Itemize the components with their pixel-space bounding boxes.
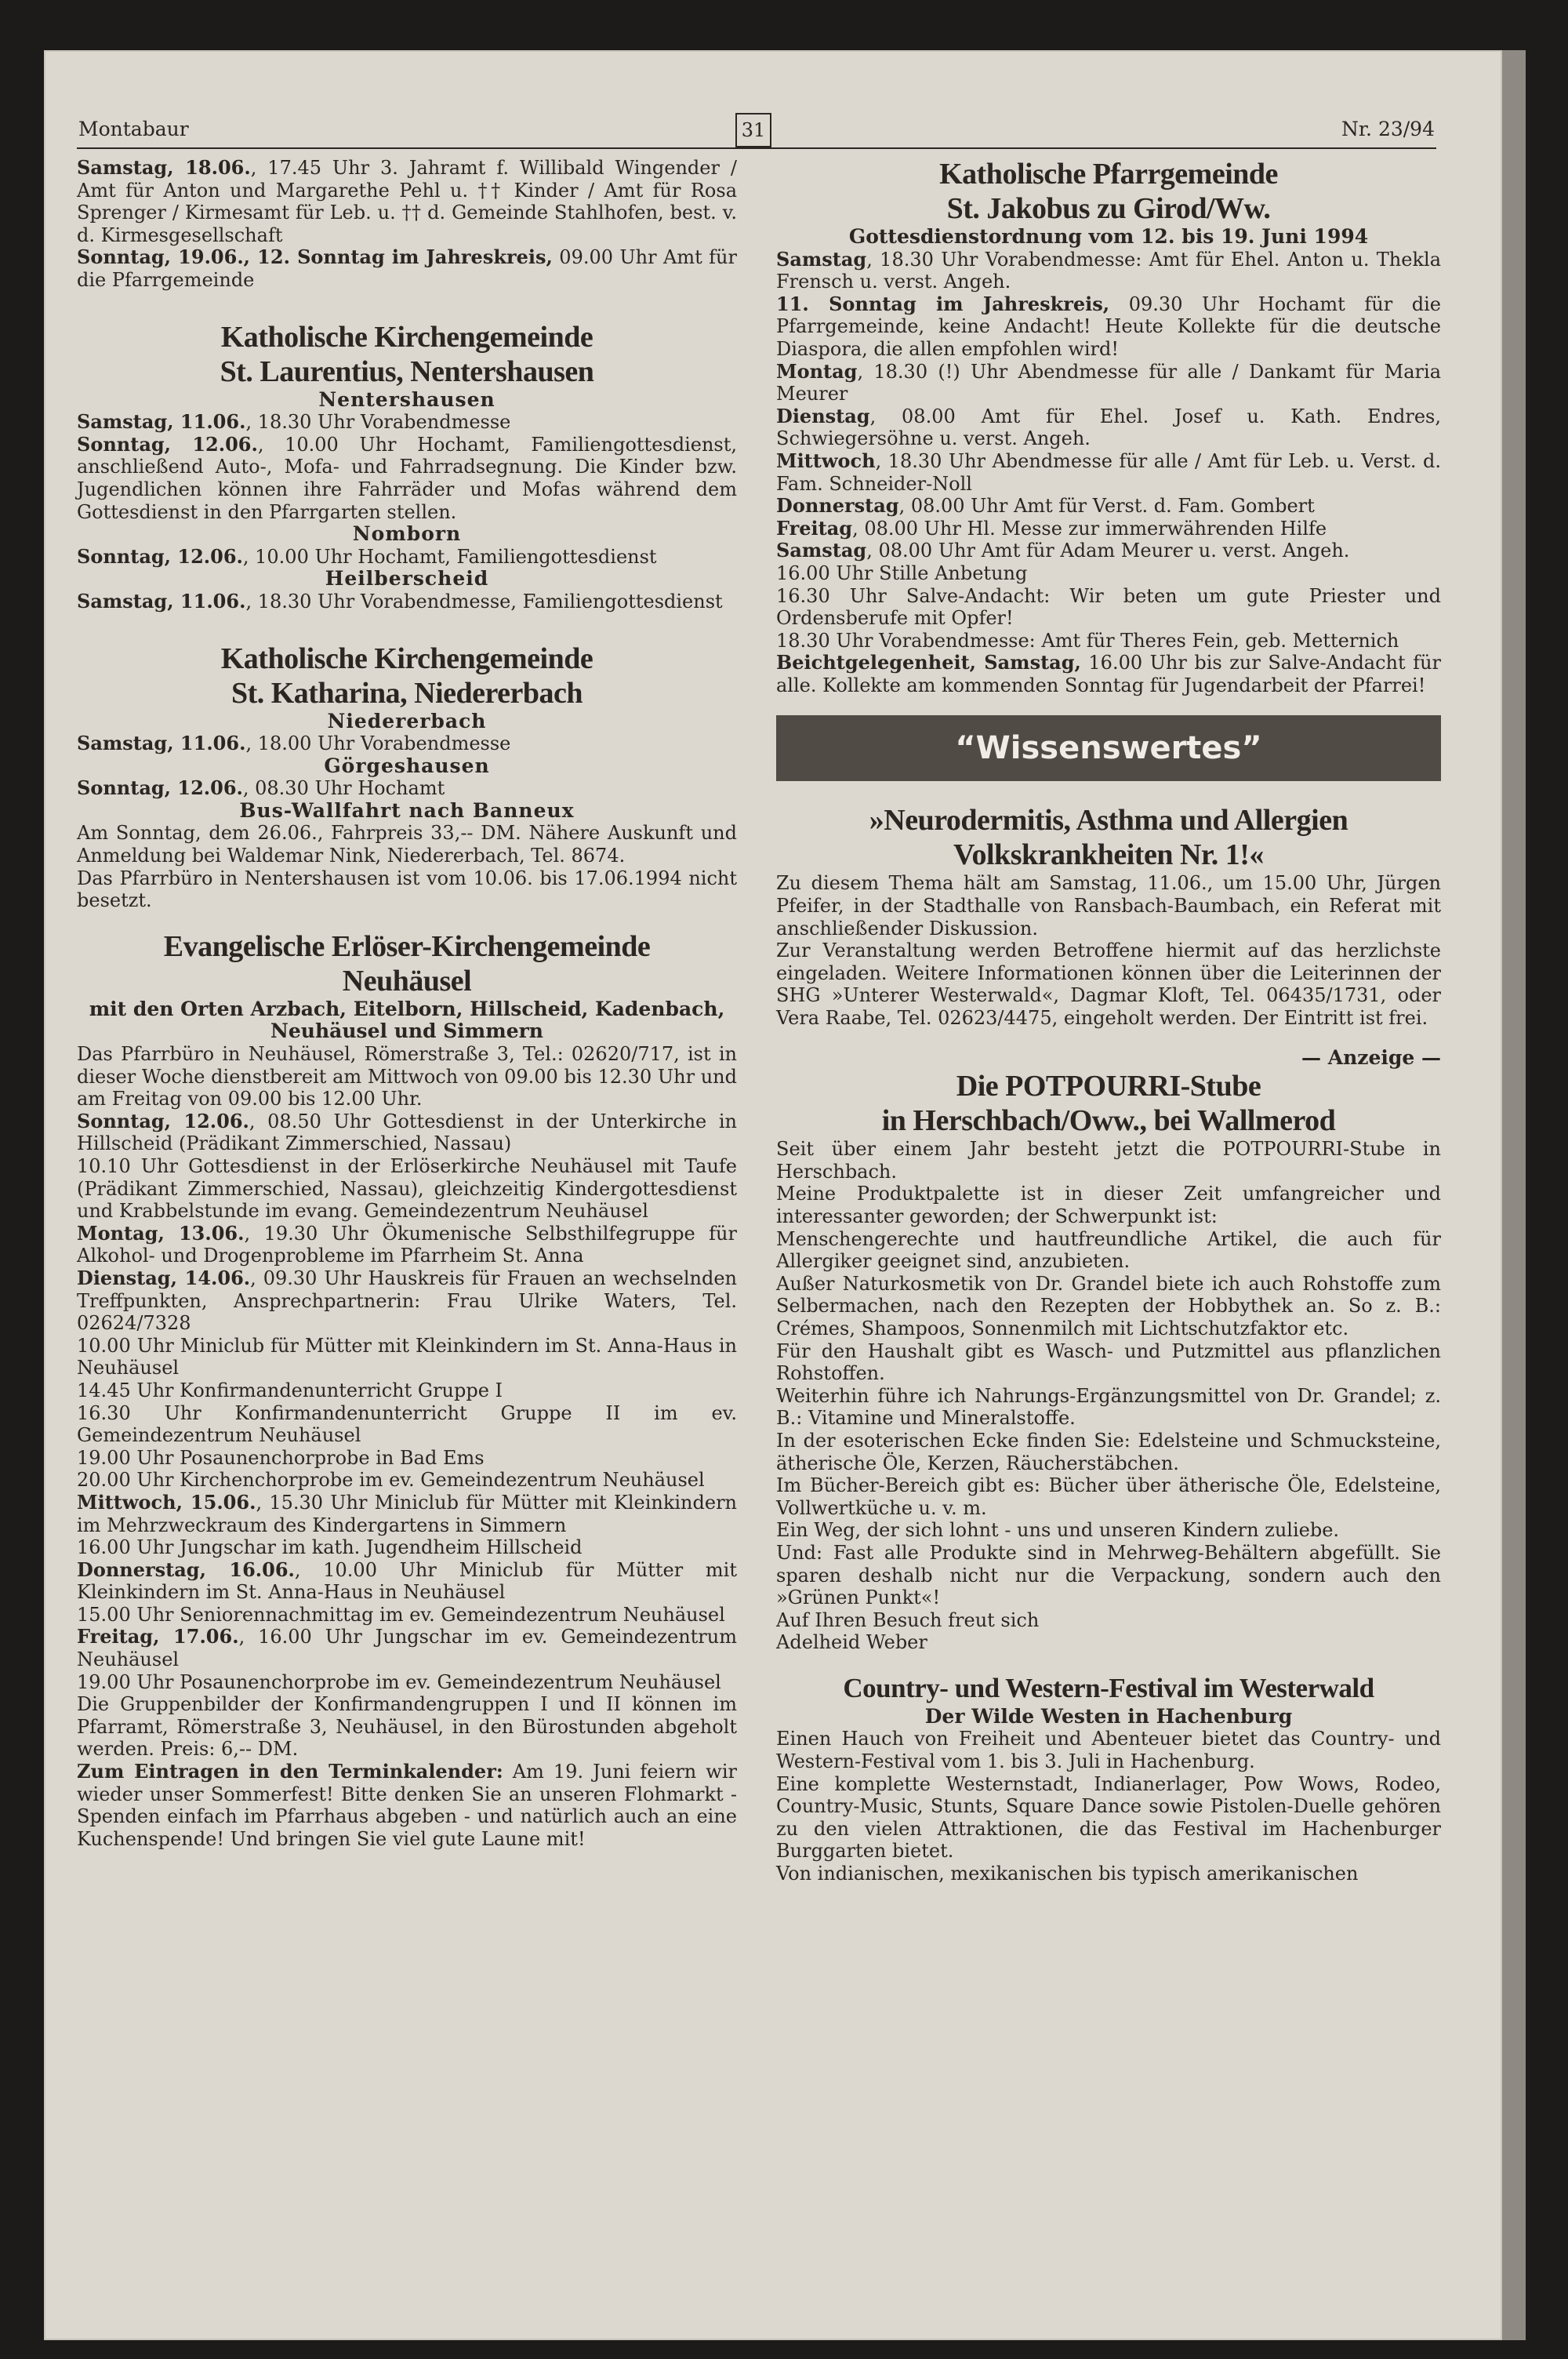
entry: Mittwoch, 15.06., 15.30 Uhr Miniclub für Mütter mit Kleinkindern im Mehrzweckraum des Kindergartens in Simmern [77,1490,737,1536]
location-heading: Nomborn [352,522,462,546]
ad-label: — Anzeige — [1301,1045,1441,1069]
entry: Samstag, 11.06., 18.30 Uhr Vorabendmesse [77,410,511,434]
issue-number: Nr. 23/94 [1341,118,1435,140]
paragraph: Im Bücher-Bereich gibt es: Bücher über ätherische Öle, Edelsteine, Vollwertküche u. v. m. [776,1474,1441,1519]
spacer [77,613,737,642]
section-title: St. Jakobus zu Girod/Ww. [946,192,1271,225]
entry: Freitag, 17.06., 16.00 Uhr Jungschar im ev. Gemeindezentrum Neuhäusel [77,1625,737,1671]
entry: 14.45 Uhr Konfirmandenunterricht Gruppe I [77,1379,503,1401]
section-title: St. Katharina, Niedererbach [230,676,583,710]
section-title: Evangelische Erlöser-Kirchengemeinde [163,929,651,963]
paragraph: Am Sonntag, dem 26.06., Fahrpreis 33,-- DM. Nähere Auskunft und Anmeldung bei Waldemar Nink, Niedererbach, Tel. 8674. [77,822,737,867]
entry: Donnerstag, 08.00 Uhr Amt für Verst. d. Fam. Gombert [776,494,1315,518]
entry: 16.30 Uhr Konfirmandenunterricht Gruppe II im ev. Gemeindezentrum Neuhäusel [77,1401,737,1447]
entry: Montag, 18.30 (!) Uhr Abendmesse für alle / Dankamt für Maria Meurer [776,359,1441,405]
section-subtitle: Der Wilde Westen in Hachenburg [924,1704,1293,1728]
paragraph: In der esoterischen Ecke finden Sie: Edelsteine und Schmucksteine, ätherische Öle, Kerzen, Räucherstäbchen. [776,1429,1441,1474]
page-number: 31 [735,113,771,147]
paragraph: Für den Haushalt gibt es Wasch- und Putzmittel aus pflanzlichen Rohstoffen. [776,1339,1441,1385]
entry: Sonntag, 12.06., 10.00 Uhr Hochamt, Familiengottesdienst [77,544,657,568]
section-banner: “Wissenswertes” [776,715,1441,781]
section-title: Katholische Kirchengemeinde [220,320,593,354]
paragraph: Einen Hauch von Freiheit und Abenteuer bietet das Country- und Western-Festival vom 1. bis 3. Juli in Hachenburg. [776,1728,1441,1773]
entry: 10.00 Uhr Miniclub für Mütter mit Kleinkindern im St. Anna-Haus in Neuhäusel [77,1334,737,1379]
location-heading: Heilberscheid [325,567,489,591]
header-rule [77,147,1436,149]
entry: 11. Sonntag im Jahreskreis, 09.30 Uhr Hochamt für die Pfarrgemeinde, keine Andacht! Heute Kollekte für die deutsche Diaspora, die allen empfohlen wird! [776,292,1441,360]
entry: Mittwoch, 18.30 Uhr Abendmesse für alle / Amt für Leb. u. Verst. d. Fam. Schneider-Noll [776,449,1441,495]
entry: Samstag, 18.06., 17.45 Uhr 3. Jahramt f. Willibald Wingender / Amt für Anton und Margarethe Pehl u. †† Kinder / Amt für Rosa Sprenger / Kirmesamt für Leb. u. †† d. Gemeinde Stahlhofen, best. v. d. Kirmesgesellschaft [77,156,737,246]
section-subtitle: Gottesdienstordnung vom 12. bis 19. Juni 1994 [848,225,1369,248]
entry: Beichtgelegenheit, Samstag, 16.00 Uhr bis zur Salve-Andacht für alle. Kollekte am kommenden Sonntag für Jugendarbeit der Pfarrei! [776,651,1442,696]
paragraph: Weiterhin führe ich Nahrungs-Ergänzungsmittel von Dr. Grandel; z. B.: Vitamine und Mineralstoffe. [776,1384,1441,1430]
entry: Samstag, 08.00 Uhr Amt für Adam Meurer u. verst. Angeh. [776,539,1350,562]
section-title: Katholische Kirchengemeinde [220,642,593,675]
spacer [776,1654,1441,1671]
entry: Die Gruppenbilder der Konfirmandengruppen I und II können im Pfarramt, Römerstraße 3, Neuhäusel, in den Bürostunden abgeholt werden. Preis: 6,-- DM. [77,1693,737,1761]
section-title: Die POTPOURRI-Stube [956,1070,1261,1103]
entry: Dienstag, 14.06., 09.30 Uhr Hauskreis für Frauen an wechselnden Treffpunkten, Ansprechpartnerin: Frau Ulrike Waters, Tel. 02624/7328 [77,1266,737,1335]
right-column [776,157,1441,1885]
paragraph: Ein Weg, der sich lohnt - uns und unseren Kindern zuliebe. [776,1519,1340,1542]
paragraph: Auf Ihren Besuch freut sich [776,1608,1040,1631]
paragraph: Und: Fast alle Produkte sind in Mehrweg-Behältern abgefüllt. Sie sparen deshalb nicht nur die Verpackung, sondern auch den »Grünen Punkt«! [776,1541,1441,1609]
header-town: Montabaur [78,118,189,140]
paragraph: Menschengerechte und hautfreundliche Artikel, die auch für Allergiker geeignet sind, anzubieten. [776,1227,1441,1273]
paragraph: Adelheid Weber [776,1631,927,1654]
paragraph: Eine komplette Westernstadt, Indianerlager, Pow Wows, Rodeo, Country-Music, Stunts, Square Dance sowie Pistolen-Duelle gehören zu den vielen Attraktionen, die das Festival im Hachenburger Burggarten bietet. [776,1772,1441,1863]
entry: 10.10 Uhr Gottesdienst in der Erlöserkirche Neuhäusel mit Taufe (Prädikant Zimmerschied, Nassau), gleichzeitig Kindergottesdienst und Krabbelstunde im evang. Gemeindezentrum Neuhäusel [77,1155,737,1223]
entry: Sonntag, 19.06., 12. Sonntag im Jahreskreis, 09.00 Uhr Amt für die Pfarrgemeinde [77,245,737,291]
paragraph: Zu diesem Thema hält am Samstag, 11.06., um 15.00 Uhr, Jürgen Pfeifer, in der Stadthalle von Ransbach-Baumbach, ein Referat mit anschließender Diskussion. [776,872,1441,940]
location-heading: Bus-Wallfahrt nach Banneux [239,798,575,822]
location-heading: Görgeshausen [324,754,490,777]
entry: Samstag, 11.06., 18.00 Uhr Vorabendmesse [77,732,511,755]
section-title: Katholische Pfarrgemeinde [939,158,1278,191]
paragraph: Zur Veranstaltung werden Betroffene hiermit auf das herzlichste eingeladen. Weitere Informationen können über die Leiterinnen der SHG »Unterer Westerwald«, Dagmar Kloft, Tel. 06435/1731, oder Vera Raabe, Tel. 02623/4475, eingeholt werden. Der Eintritt ist frei. [776,940,1441,1030]
location-heading: Nentershausen [318,387,495,411]
section-title: »Neurodermitis, Asthma und Allergien [869,804,1348,838]
entry: 16.30 Uhr Salve-Andacht: Wir beten um gute Priester und Ordensberufe mit Opfer! [776,584,1441,630]
entry: Samstag, 11.06., 18.30 Uhr Vorabendmesse, Familiengottesdienst [77,589,723,612]
entry: Freitag, 08.00 Uhr Hl. Messe zur immerwährenden Hilfe [776,516,1327,540]
section-title: Neuhäusel [342,964,472,998]
spacer [77,912,737,929]
entry: 20.00 Uhr Kirchenchorprobe im ev. Gemeindezentrum Neuhäusel [77,1469,705,1492]
paragraph: Das Pfarrbüro in Neuhäusel, Römerstraße 3, Tel.: 02620/717, ist in dieser Woche dienstbereit am Mittwoch von 09.00 bis 12.30 Uhr und am Freitag von 09.00 bis 12.00 Uhr. [77,1043,737,1110]
spacer [77,292,737,320]
section-subtitle: mit den Orten Arzbach, Eitelborn, Hillscheid, Kadenbach, Neuhäusel und Simmern [89,997,725,1043]
spacer [776,1030,1441,1047]
entry: 16.00 Uhr Stille Anbetung [776,562,1028,584]
entry: Sonntag, 12.06., 10.00 Uhr Hochamt, Familiengottesdienst, anschließend Auto-, Mofa- und Fahrradsegnung. Die Kinder bzw. Jugendlichen können ihre Fahrräder und Mofas während dem Gottesdienst in den Pfarrgarten stellen. [77,432,738,523]
location-heading: Niedererbach [327,709,487,732]
page-edge [1502,50,1526,2340]
entry: Donnerstag, 16.06., 10.00 Uhr Miniclub für Mütter mit Kleinkindern im St. Anna-Haus in Neuhäusel [77,1558,737,1604]
entry: 18.30 Uhr Vorabendmesse: Amt für Theres Fein, geb. Metternich [776,629,1399,652]
left-column [77,157,737,1850]
entry: Zum Eintragen in den Terminkalender: Am 19. Juni feiern wir wieder unser Sommerfest! Bitte denken Sie an unseren Flohmarkt - Spenden einfach im Pfarrhaus abgeben - und natürlich auch an eine Kuchenspende! Und bringen Sie viel gute Laune mit! [77,1760,738,1850]
paragraph: Außer Naturkosmetik von Dr. Grandel biete ich auch Rohstoffe zum Selbermachen, nach den Rezepten der Hobbythek an. So z. B.: Crémes, Shampoos, Sonnenmilch mit Lichtschutzfaktor etc. [776,1272,1441,1339]
entry: 19.00 Uhr Posaunenchorprobe im ev. Gemeindezentrum Neuhäusel [77,1670,721,1693]
section-title: in Herschbach/Oww., bei Wallmerod [881,1104,1336,1138]
entry: 19.00 Uhr Posaunenchorprobe in Bad Ems [77,1446,485,1469]
entry: 15.00 Uhr Seniorennachmittag im ev. Gemeindezentrum Neuhäusel [77,1603,725,1626]
paragraph: Das Pfarrbüro in Nentershausen ist vom 10.06. bis 17.06.1994 nicht besetzt. [77,867,737,912]
paragraph: Meine Produktpalette ist in dieser Zeit umfangreicher und interessanter geworden; der Schwerpunkt ist: [776,1183,1441,1227]
entry: 16.00 Uhr Jungschar im kath. Jugendheim Hillscheid [77,1536,583,1559]
paragraph: Von indianischen, mexikanischen bis typisch amerikanischen [776,1863,1359,1885]
section-title: St. Laurentius, Nentershausen [220,354,594,388]
entry: Montag, 13.06., 19.30 Uhr Ökumenische Selbsthilfegruppe für Alkohol- und Drogenprobleme im Pfarrheim St. Anna [77,1221,737,1267]
entry: Samstag, 18.30 Uhr Vorabendmesse: Amt für Ehel. Anton u. Thekla Frensch u. verst. Angeh. [776,247,1441,293]
entry: Sonntag, 12.06., 08.30 Uhr Hochamt [77,776,445,800]
entry: Sonntag, 12.06., 08.50 Uhr Gottesdienst in der Unterkirche in Hillscheid (Prädikant Zimmerschied, Nassau) [77,1109,738,1155]
section-title: Volkskrankheiten Nr. 1!« [953,838,1264,872]
paragraph: Seit über einem Jahr besteht jetzt die POTPOURRI-Stube in Herschbach. [776,1138,1441,1183]
entry: Dienstag, 08.00 Amt für Ehel. Josef u. Kath. Endres, Schwiegersöhne u. verst. Angeh. [776,404,1441,450]
section-title: Country- und Western-Festival im Westerwald [843,1672,1374,1703]
